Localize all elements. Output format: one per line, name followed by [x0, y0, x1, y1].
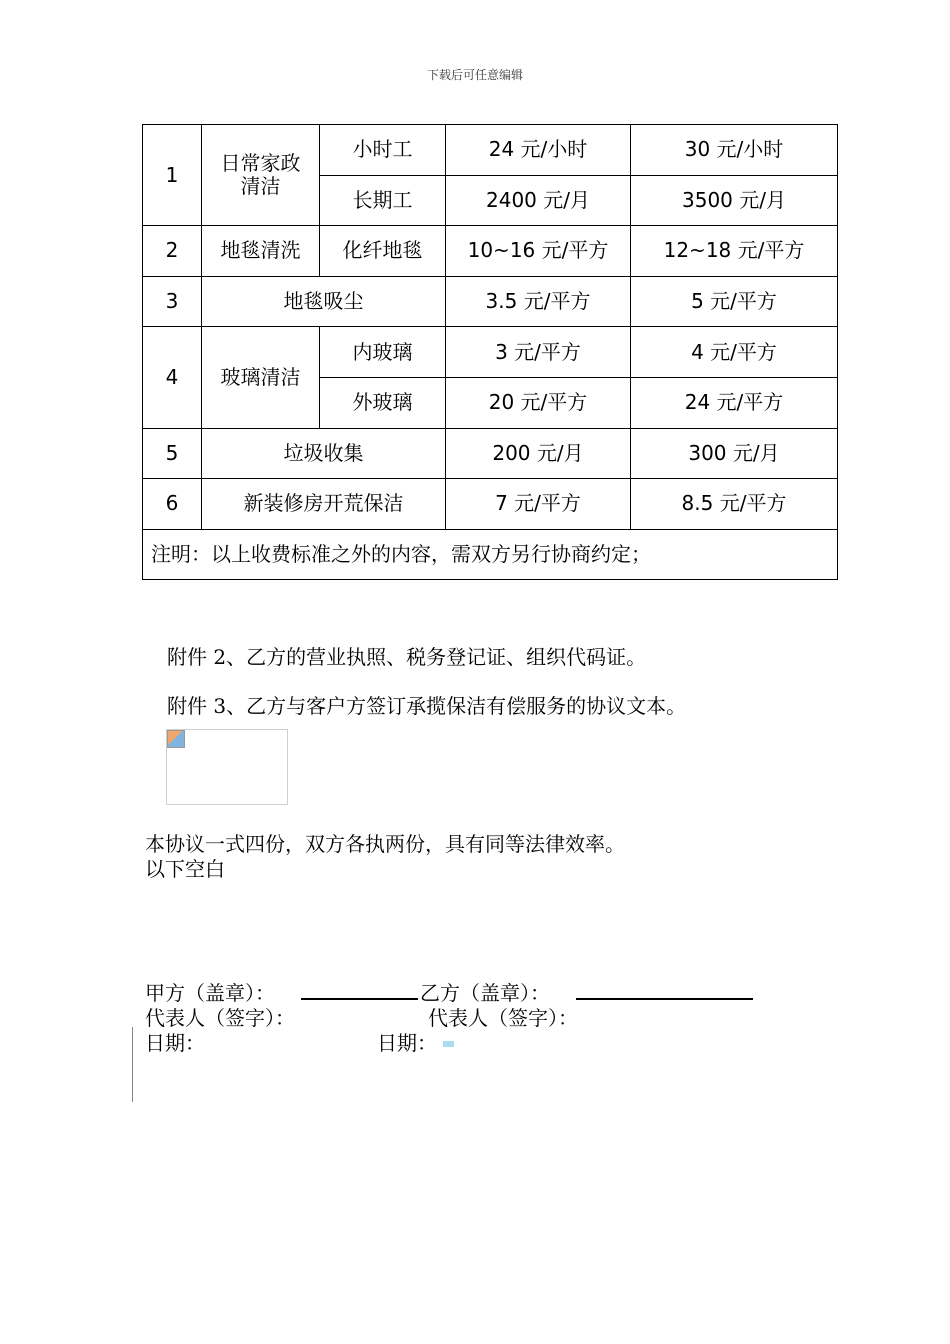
- price-a: 24 元/小时: [446, 125, 631, 176]
- table-row: [143, 479, 838, 530]
- row-number: 5: [143, 428, 202, 479]
- party-a-seal-label: 甲方（盖章）：: [145, 981, 275, 1005]
- price-a: 2400 元/月: [446, 175, 631, 226]
- party-b-seal-label: 乙方（盖章）：: [420, 981, 550, 1005]
- table-note-row: [143, 529, 838, 580]
- row-number: 4: [143, 327, 202, 428]
- price-b: 300 元/月: [631, 428, 838, 479]
- table-row: [143, 327, 838, 378]
- price-a: 3 元/平方: [446, 327, 631, 378]
- attachment-3: 附件 3、乙方与客户方签订承揽保洁有偿服务的协议文本。: [167, 694, 687, 718]
- price-b: 5 元/平方: [631, 276, 838, 327]
- attachment-2: 附件 2、乙方的营业执照、税务登记证、组织代码证。: [167, 645, 647, 669]
- rep-b-label: 代表人（签字）：: [428, 1006, 578, 1030]
- price-b: 8.5 元/平方: [631, 479, 838, 530]
- table-row: [143, 428, 838, 479]
- table-row: [143, 276, 838, 327]
- service-item: 化纤地毯: [320, 226, 446, 277]
- row-number: 6: [143, 479, 202, 530]
- price-table: [142, 124, 838, 580]
- table-row: [143, 226, 838, 277]
- party-a-seal-underline: [301, 998, 418, 1000]
- rep-a-label: 代表人（签字）：: [145, 1006, 295, 1030]
- price-b: 3500 元/月: [631, 175, 838, 226]
- price-a: 20 元/平方: [446, 377, 631, 428]
- price-b: 12~18 元/平方: [631, 226, 838, 277]
- page-header: 下载后可任意编辑: [426, 68, 523, 82]
- service-category: 玻璃清洁: [202, 327, 320, 428]
- date-b-label: 日期：: [377, 1031, 437, 1055]
- party-b-seal-underline: [576, 998, 753, 1000]
- service-item: 长期工: [320, 175, 446, 226]
- service-category: 地毯吸尘: [202, 276, 446, 327]
- image-placeholder: [166, 729, 288, 805]
- copies-statement: 本协议一式四份，双方各执两份，具有同等法律效率。: [145, 832, 625, 856]
- price-a: 10~16 元/平方: [446, 226, 631, 277]
- price-a: 3.5 元/平方: [446, 276, 631, 327]
- blank-below: 以下空白: [145, 857, 225, 881]
- price-b: 30 元/小时: [631, 125, 838, 176]
- row-number: 1: [143, 125, 202, 226]
- service-category: 新装修房开荒保洁: [202, 479, 446, 530]
- service-item: 外玻璃: [320, 377, 446, 428]
- service-item: 小时工: [320, 125, 446, 176]
- price-a: 7 元/平方: [446, 479, 631, 530]
- margin-line: [132, 1027, 133, 1102]
- broken-image-icon: [167, 730, 185, 748]
- price-a: 200 元/月: [446, 428, 631, 479]
- row-number: 3: [143, 276, 202, 327]
- table-note: 注明：以上收费标准之外的内容，需双方另行协商约定；: [143, 529, 838, 580]
- service-item: 内玻璃: [320, 327, 446, 378]
- date-a-label: 日期：: [145, 1031, 205, 1055]
- table-row: [143, 125, 838, 176]
- service-category: 日常家政清洁: [202, 125, 320, 226]
- service-category: 垃圾收集: [202, 428, 446, 479]
- price-b: 4 元/平方: [631, 327, 838, 378]
- selection-marker: [443, 1041, 454, 1047]
- service-category: 地毯清洗: [202, 226, 320, 277]
- row-number: 2: [143, 226, 202, 277]
- price-b: 24 元/平方: [631, 377, 838, 428]
